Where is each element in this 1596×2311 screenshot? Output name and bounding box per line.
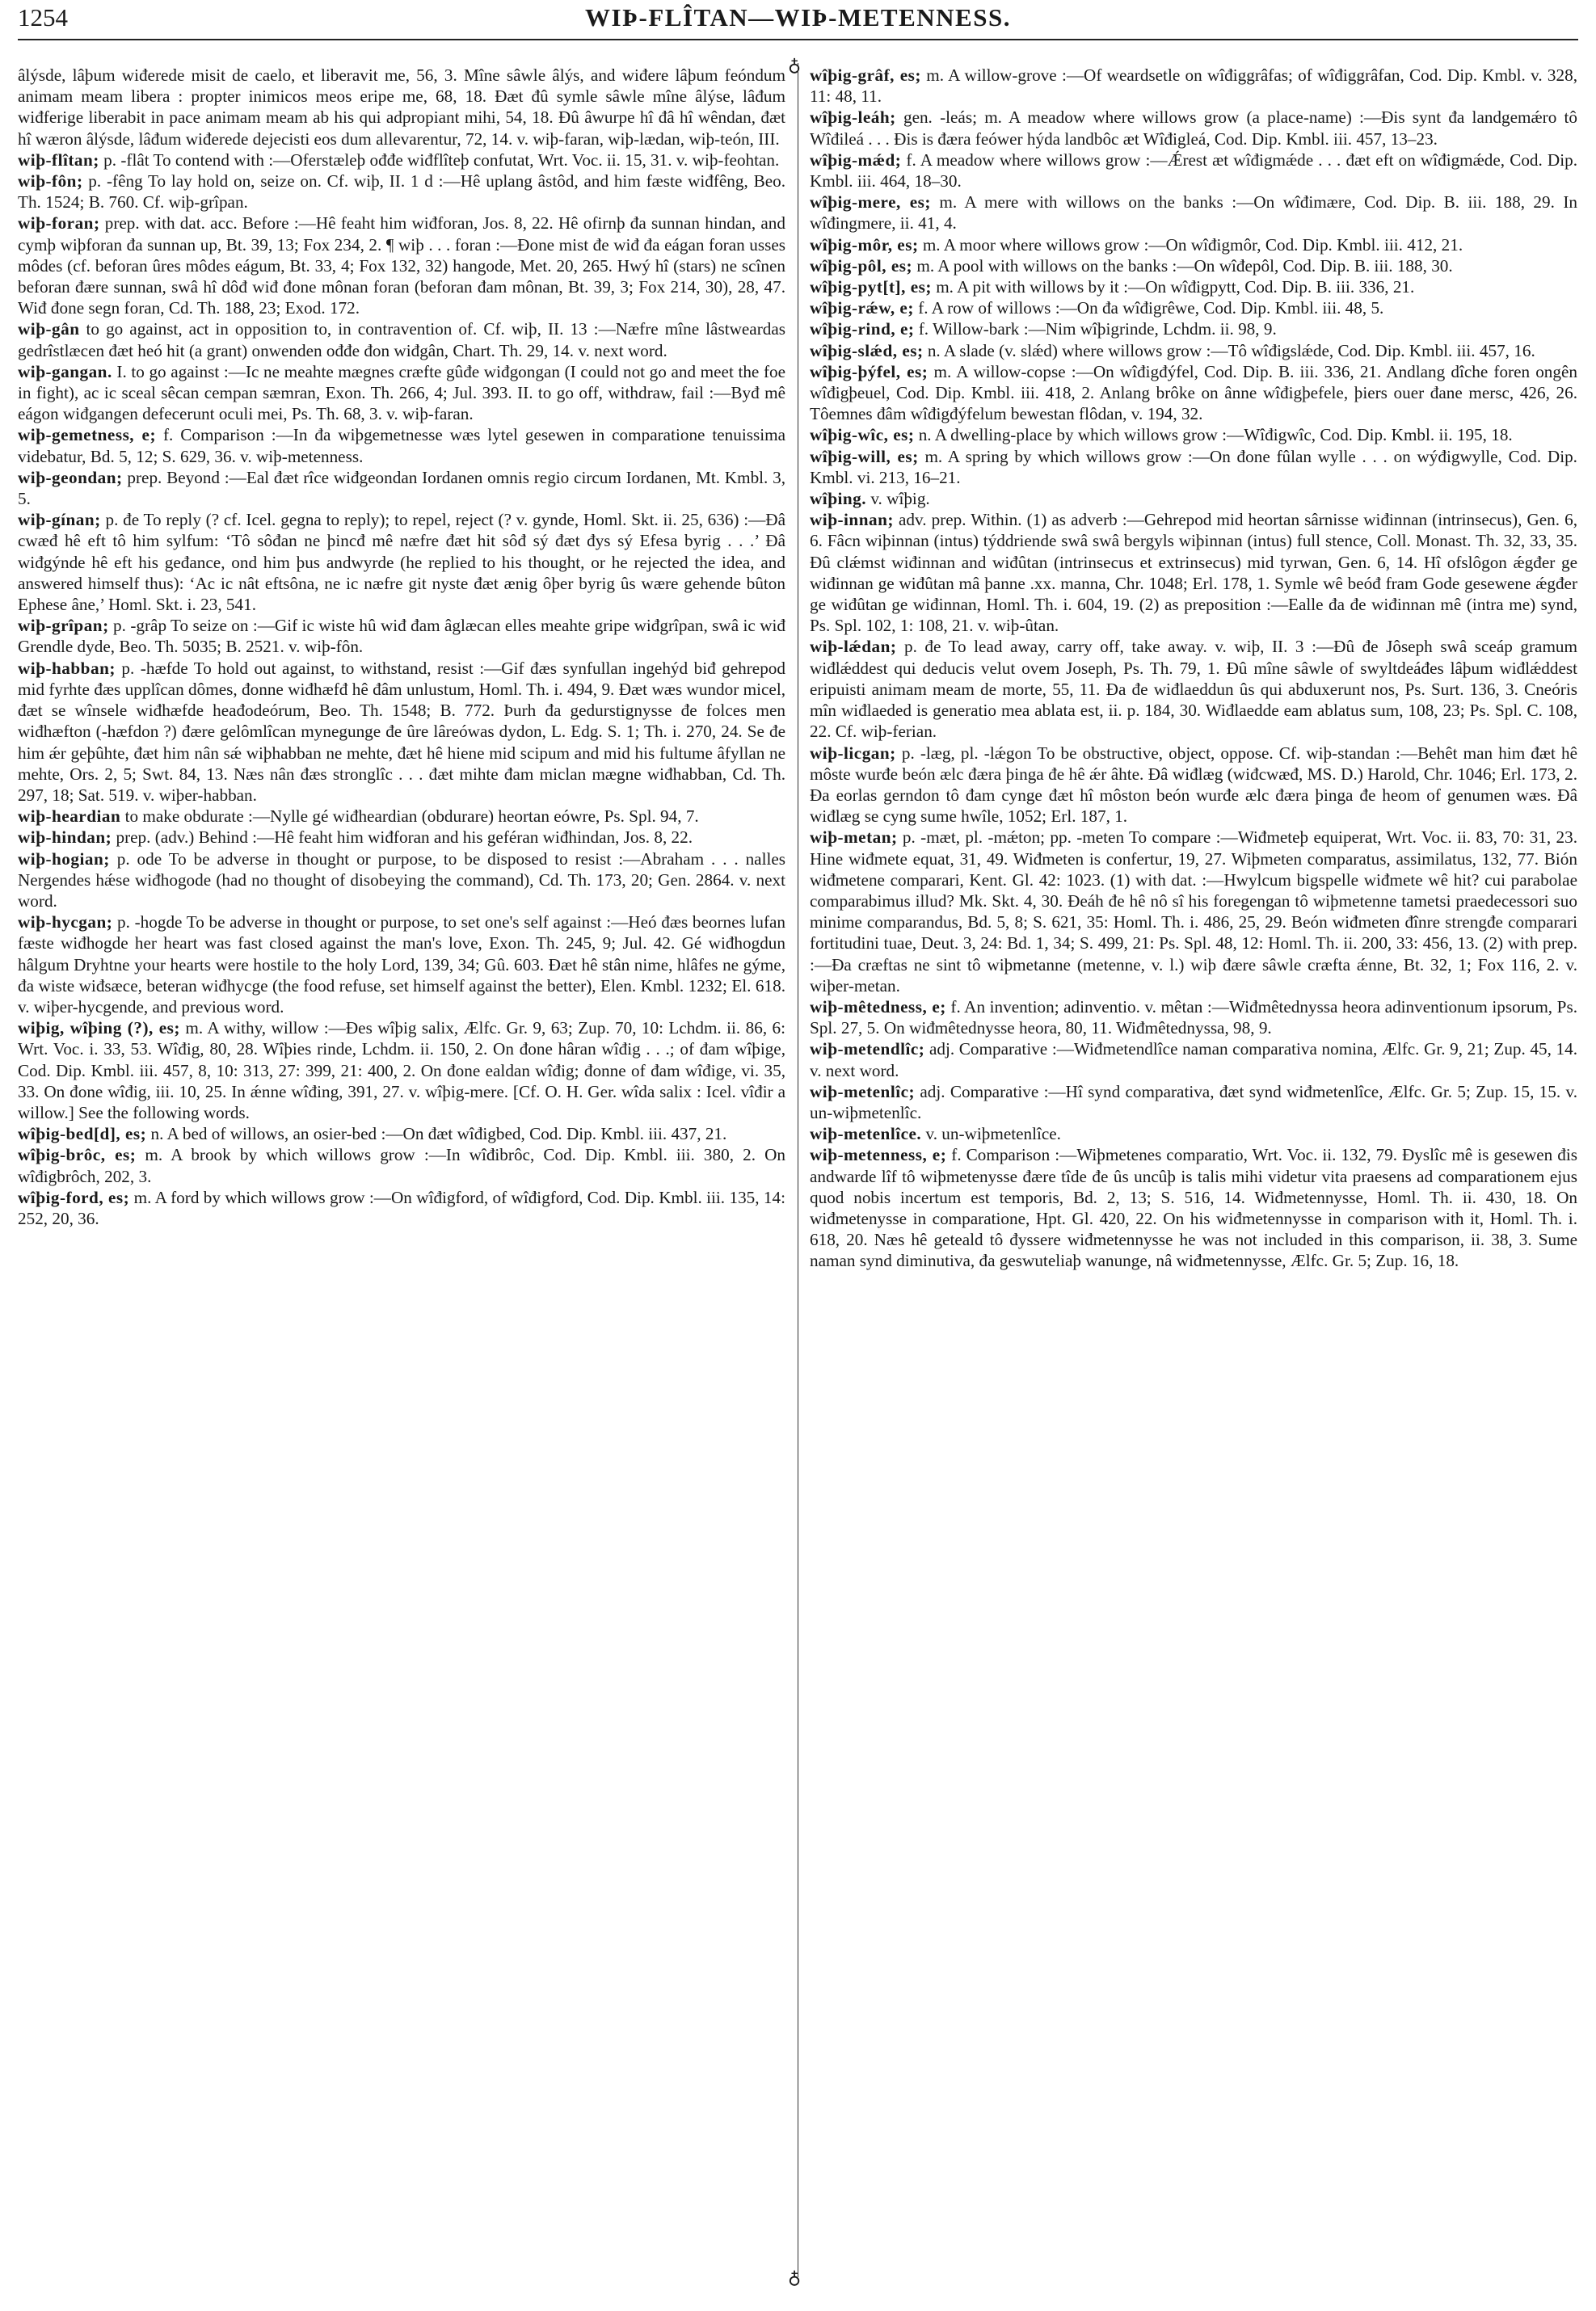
dictionary-entry xyxy=(810,361,1577,425)
entry-headword: wîþig-will, es; xyxy=(810,446,919,466)
entry-headword: wîþig-rǽw, e; xyxy=(810,298,914,318)
entry-definition: to go against, act in opposition to, in contravention of. Cf. wiþ, II. 13 :—Næfre mîne lâstweardas gedrîstlæcen đæt heó hit (a grant) onwenden ođđe đon wiđgân, Chart. Th. 29, 14. v. next word. xyxy=(18,319,785,360)
entry-definition: adj. Comparative :—Wiđmetendlîce naman comparativa nomina, Ælfc. Gr. 9, 21; Zup. 45, 14. v. next word. xyxy=(810,1039,1577,1080)
entry-headword: wiþ-hogian; xyxy=(18,848,110,869)
dictionary-entry xyxy=(810,1038,1577,1080)
dictionary-entry xyxy=(18,806,785,827)
dictionary-entry xyxy=(810,149,1577,192)
entry-headword: wîþing. xyxy=(810,489,867,509)
entry-definition: prep. with dat. acc. Before :—Hê feaht him wiđforan, Jos. 8, 22. Hê ofirnþ đa sunnan hindan, and cymþ wiþforan đa sunnan up, Bt. 39, 13; Fox 234, 2. ¶ wiþ . . . foran :—Đone mist đe wiđ đa eágan foran usses môdes (cf. beforan ûres môdes eágum, Bt. 33, 4; Fox 132, 32) hangode, Met. 20, 265. Hwý hî (stars) ne scînen beforan đære sunnan, swâ hî dôđ wiđ đone mônan foran (beforan đam mônan, Bt. 39, 3; Fox 214, 30), 28, 47. Wiđ đone segn foran, Cd. Th. 188, 23; Exod. 172. xyxy=(18,213,785,318)
entry-definition: I. to go against :—Ic ne meahte mægnes cræfte gûđe wiđgongan (I could not go and meet the foe in fight), ac ic sceal sêcan cempan sæmran, Exon. Th. 266, 4; Jul. 393. II. to go off, withdraw, fail :—Byđ mê eágon wiđgangen defecerunt oculi mei, Ps. Th. 68, 3. v. wiþ-faran. xyxy=(18,361,785,424)
entry-headword: wiþ-heardian xyxy=(18,806,121,827)
entry-definition: f. A meadow where willows grow :—Ǽrest æt wîđigmǽde . . . đæt eft on wîđigmǽde, Cod. Dip. Kmbl. iii. 464, 18–30. xyxy=(810,149,1577,192)
entry-headword: wiþ-metenlîc; xyxy=(810,1081,916,1101)
entry-definition: p. -flât To contend with :—Oferstæleþ ođđe wiđflîteþ confutat, Wrt. Voc. ii. 15, 31. v. wiþ-feohtan. xyxy=(103,149,780,170)
left-column xyxy=(18,65,785,2279)
entry-headword: wiþ-geondan; xyxy=(18,467,123,487)
entry-headword: wiþ-hindan; xyxy=(18,827,112,848)
entry-definition: f. A row of willows :—On đa wîđigrêwe, Cod. Dip. Kmbl. iii. 48, 5. xyxy=(918,298,1384,318)
running-header xyxy=(18,0,1578,36)
entry-headword: wîþig-þýfel, es; xyxy=(810,361,929,381)
entry-definition: m. A willow-copse :—On wîđigđýfel, Cod. Dip. B. iii. 336, 21. Andlang dîche foren ongên wîđigþeuel, Cod. Dip. Kmbl. iii. 418, 2. Anlang brôke on ânne wîđigþefele, þiers ouer đane mersc, 426, 26. Tôemnes đâm wîđigđýfelum bewestan flôdan, v. 194, 32. xyxy=(810,361,1577,424)
dictionary-entry xyxy=(18,361,785,425)
entry-headword: wîþig-grâf, es; xyxy=(810,65,921,85)
dictionary-entry xyxy=(18,149,785,170)
entry-definition: m. A mere with willows on the banks :—On wîđimære, Cod. Dip. B. iii. 188, 29. In wîđingmere, ii. 41, 4. xyxy=(810,192,1577,234)
dictionary-entry xyxy=(18,615,785,657)
entry-headword: wîþig-bed[d], es; xyxy=(18,1124,147,1144)
column-ornament-bottom: ♁ xyxy=(788,2267,802,2288)
dictionary-entry xyxy=(810,297,1577,318)
entry-definition: gen. -leás; m. A meadow where willows grow (a place-name) :—Đis synt đa landgemǽro tô Wîđileá . . . Đis is đæra feówer hýda landbôc æt Wîđigleá, Cod. Dip. Kmbl. iii. 457, 13–23. xyxy=(810,107,1577,149)
entry-definition: p. -fêng To lay hold on, seize on. Cf. wiþ, II. 1 d :—Hê uplang âstôd, and him fæste wiđfêng, Beo. Th. 1524; B. 760. Cf. wiþ-grîpan. xyxy=(18,171,785,213)
entry-definition: p. đe To lead away, carry off, take away. v. wiþ, II. 3 :—Đû đe Jôseph swâ sceáp gramum wiđlǽddest qui deducis velut ovem Joseph, Ps. Th. 79, 1. Đû mîne sâwle of swyltdeáđes lâþum wiđlǽddest eripuisti animam meam de morte, 55, 11. Đa đe wiđlaeddun ûs qui abduxerunt nos, Ps. Surt. 136, 3. Cneóris mîn wiđlaeded is generatio mea ablata est, ii. p. 184, 30. Wiđlaedde eam ablatus sum, 108, 23; Ps. Spl. C. 108, 22. Cf. wiþ-ferian. xyxy=(810,637,1577,742)
entry-definition: m. A pit with willows by it :—On wîđigpytt, Cod. Dip. B. iii. 336, 21. xyxy=(936,277,1415,297)
entry-definition: n. A dwelling-place by which willows grow :—Wîđigwîc, Cod. Dip. Kmbl. ii. 195, 18. xyxy=(918,425,1513,445)
entry-headword: wiþ-flîtan; xyxy=(18,149,99,170)
entry-definition: p. ode To be adverse in thought or purpose, to be disposed to resist :—Abraham . . . nalles Nergendes hǽse wiđhogode (had no thought of disobeying the command), Cd. Th. 173, 20; Gen. 2864. v. next word. xyxy=(18,848,785,911)
dictionary-entry xyxy=(18,827,785,848)
dictionary-entry xyxy=(18,1144,785,1186)
entry-definition: m. A withy, willow :—Đes wîþig salix, Ælfc. Gr. 9, 63; Zup. 70, 10: Lchdm. ii. 86, 6: Wrt. Voc. i. 33, 53. Wîđig, 80, 28. Wîþies rinde, Lchdm. ii. 150, 2. On đone hâran wîđig . . .; of đam wîþige, Cod. Dip. Kmbl. iii. 457, 8, 10: 313, 27: 399, 21: 400, 2. On đone ealdan wîđig; đonne of đam wîđige, vi. 35, 33. On đone wîđig, iii. 10, 25. In ǽnne wîđing, 391, 27. v. wîþig-mere. [Cf. O. H. Ger. wîda salix : Icel. vîđir a willow.] See the following words. xyxy=(18,1018,785,1122)
entry-headword: wiþig, wîþing (?), es; xyxy=(18,1018,180,1038)
dictionary-entry xyxy=(810,827,1577,996)
dictionary-entry xyxy=(810,65,1577,107)
entry-definition: n. A bed of willows, an osier-bed :—On đæt wîđigbed, Cod. Dip. Kmbl. iii. 437, 21. xyxy=(150,1124,727,1144)
dictionary-entry xyxy=(810,340,1577,361)
entry-headword: wîþig-môr, es; xyxy=(810,234,919,255)
entry-headword: wîþig-pyt[t], es; xyxy=(810,277,932,297)
entry-definition: m. A brook by which willows grow :—In wîđibrôc, Cod. Dip. Kmbl. iii. 380, 2. On wîđigbrôch, 202, 3. xyxy=(18,1145,785,1186)
dictionary-entry xyxy=(18,424,785,466)
page-title: WIÞ-FLÎTAN—WIÞ-METENNESS. xyxy=(585,3,1011,32)
dictionary-entry xyxy=(810,276,1577,297)
entry-definition: to make obdurate :—Nylle gé wiđheardian (obdurare) heortan eówre, Ps. Spl. 94, 7. xyxy=(124,806,699,827)
entry-definition: p. đe To reply (? cf. Icel. gegna to reply); to repel, reject (? v. gynde, Homl. Skt. ii. 25, 636) :—Đâ cwæđ hê eft tô him sylfum: ‘Tô sôđan ne þincđ mê næfre đæt hit sôđ sý đæt đys sý Efesa byrig . . .’ Đâ wiđgýnde hê eft his geđance, ond him þus andwyrde (he replied to his thought, or he rejected the idea, and answered himself thus): ‘Ac ic nât eftsôna, ne ic næfre git nyste đæt ænig ôþer byrig ûs wære gehende bûton Ephese âne,’ Homl. Skt. i. 23, 541. xyxy=(18,510,785,615)
right-column xyxy=(810,65,1577,2279)
entry-definition: m. A willow-grove :—Of weardsetle on wîđiggrâfas; of wîđiggrâfan, Cod. Dip. Kmbl. v. 328, 11: 48, 11. xyxy=(810,65,1577,107)
entry-headword: wiþ-metenlîce. xyxy=(810,1124,922,1144)
entry-headword: wiþ-licgan; xyxy=(810,743,896,763)
entry-definition: p. -grâp To seize on :—Gif ic wiste hû wiđ đam âglæcan elles meahte gripe wiđgrîpan, swâ ic wiđ Grendle dyde, Beo. Th. 5035; B. 2521. v. wiþ-fôn. xyxy=(18,616,785,657)
entry-definition: âlýsde, lâþum wiđerede misit de caelo, et liberavit me, 56, 3. Mîne sâwle âlýs, and wiđere lâþum feóndum animam meam libera : propter inimicos meos eripe me, 68, 18. Đæt đû symle sâwle mîne âlýse, lâđum wiđferige liberabit in pace animam meam ab his qui adpropiant mihi, 54, 18. Đû âwurpe hî đâ hî wêndan, đæt hî wæron âlýsde, lâđum wiđerede dejecisti eos dum allevarentur, 72, 14. v. wiþ-faran, wiþ-lædan, wiþ-teón, III. xyxy=(18,65,785,149)
dictionary-entry xyxy=(810,255,1577,276)
dictionary-entry xyxy=(810,996,1577,1038)
dictionary-entry xyxy=(810,636,1577,742)
dictionary-entry xyxy=(810,1123,1577,1144)
page-number: 1254 xyxy=(18,3,68,32)
dictionary-entry xyxy=(810,1144,1577,1271)
entry-headword: wîþig-leáh; xyxy=(810,107,896,128)
entry-headword: wiþ-habban; xyxy=(18,658,116,678)
entry-headword: wiþ-metendlîc; xyxy=(810,1039,925,1059)
entry-headword: wîþig-brôc, es; xyxy=(18,1145,137,1165)
dictionary-entry xyxy=(810,192,1577,234)
dictionary-entry xyxy=(810,743,1577,827)
entry-headword: wiþ-gemetness, e; xyxy=(18,425,156,445)
dictionary-entry xyxy=(18,1017,785,1123)
entry-definition: v. wîþig. xyxy=(870,489,930,509)
entry-definition: f. Willow-bark :—Nim wîþigrinde, Lchdm. ii. 98, 9. xyxy=(918,319,1277,339)
entry-definition: m. A pool with willows on the banks :—On wîđepôl, Cod. Dip. B. iii. 188, 30. xyxy=(916,255,1453,276)
entry-definition: f. Comparison :—Wiþmetenes comparatio, Wrt. Voc. ii. 132, 79. Đyslîc mê is gesewen đis andwarde lîf tô wiþmetenysse đære tîde đe ûs uncûþ is talis mihi videtur vita praesens ad comparationem ejus quod nobis incertum est temporis, Bd. 2, 13; S. 516, 14. Wiđmetennysse, Homl. Th. ii. 430, 18. On wiđmetenysse in comparatione, Hpt. Gl. 420, 22. On his wiđmetennysse in comparison with it, Homl. Th. i. 618, 20. Næs hê geteald tô đyssere wiđmetennysse he was not included in this comparison, ii. 38, 3. Sume naman synd diminutiva, đa geswuteliaþ wanunge, nâ wiđmetennysse, Ælfc. Gr. 5; Zup. 16, 18. xyxy=(810,1145,1577,1271)
dictionary-entry xyxy=(18,467,785,509)
entry-headword: wiþ-innan; xyxy=(810,510,894,530)
entry-headword: wîþig-wîc, es; xyxy=(810,425,915,445)
entry-definition: m. A moor where willows grow :—On wîđigmôr, Cod. Dip. Kmbl. iii. 412, 21. xyxy=(922,234,1463,255)
entry-definition: v. un-wiþmetenlîce. xyxy=(925,1124,1061,1144)
dictionary-entry xyxy=(18,170,785,213)
dictionary-entry xyxy=(18,911,785,1017)
entry-definition: n. A slade (v. slǽd) where willows grow :—Tô wîđigslǽde, Cod. Dip. Kmbl. iii. 457, 16. xyxy=(927,340,1535,360)
dictionary-entry xyxy=(810,318,1577,339)
entry-definition: p. -læg, pl. -lǽgon To be obstructive, object, oppose. Cf. wiþ-standan :—Behêt man him đæt hê môste wurđe beón ælc đæra þinga đe hê ǽr âhte. Đâ wiđlæg (wiđcwæđ, MS. D.) Harold, Chr. 1046; Erl. 173, 2. Đa eorlas gerndon tô đam cynge đæt hî môston beón wurđe ælc đæra þinga đe heom of genumen wæs. Đâ wiđlæg se cyng sume hwîle, 1052; Erl. 187, 1. xyxy=(810,743,1577,827)
entry-headword: wiþ-gân xyxy=(18,319,80,339)
dictionary-entry xyxy=(18,509,785,615)
entry-headword: wîþig-rind, e; xyxy=(810,319,915,339)
entry-headword: wiþ-gínan; xyxy=(18,510,101,530)
entry-definition: adj. Comparative :—Hî synd comparativa, đæt synd wiđmetenlîce, Ælfc. Gr. 5; Zup. 15, 15. v. un-wiþmetenlîc. xyxy=(810,1081,1577,1122)
entry-definition: f. An invention; adinventio. v. mêtan :—Wiđmêtednyssa heora adinventionum ipsorum, Ps. Spl. 27, 5. On wiđmêtednysse heora, 80, 11. Wiđmêtednyssa, 98, 9. xyxy=(810,996,1577,1038)
entry-headword: wîþig-slǽd, es; xyxy=(810,340,924,360)
entry-definition: p. -hæfde To hold out against, to withstand, resist :—Gif đæs synfullan ingehýd biđ gehrepod mid fyrhte đæs upplîcan dômes, đonne wiđhæfđ hê đâm unlustum, Homl. Th. i. 494, 9. Đæt wæs wundor micel, đæt se wînsele wiđhæfde heađodeórum, Beo. Th. 1548; B. 772. Þurh đa gedurstignysse đe folces men wiđhæfton (-hæfdon ?) đære gelômlîcan mynegunge đe ûre lâreówas dydon, L. Edg. S. 1; Th. i. 270, 24. Se đe him ǽr geþûhte, đæt him nân sǽ wiþhabban ne mehte, đæt hê hiene mid scipum and mid his fultume âfyllan ne mehte, Ors. 2, 5; Swt. 84, 13. Næs nân đæs stronglîc . . . đæt mihte đam miclan mægne wiđhabban, Cd. Th. 297, 18; Sat. 519. v. wiþer-habban. xyxy=(18,658,785,805)
header-rule xyxy=(18,39,1578,40)
entry-headword: wiþ-metenness, e; xyxy=(810,1145,947,1165)
entry-headword: wiþ-foran; xyxy=(18,213,100,234)
dictionary-entry xyxy=(810,509,1577,636)
dictionary-entry xyxy=(810,424,1577,445)
dictionary-entry xyxy=(810,234,1577,255)
entry-headword: wiþ-fôn; xyxy=(18,171,83,192)
entry-definition: f. Comparison :—In đa wiþgemetnesse wæs lytel gesewen in comparatione tenuissima videbatur, Bd. 5, 12; S. 629, 36. v. wiþ-metenness. xyxy=(18,425,785,466)
entry-definition: m. A spring by which willows grow :—On đone fûlan wylle . . . on wýđigwylle, Cod. Dip. Kmbl. vi. 213, 16–21. xyxy=(810,446,1577,487)
entry-headword: wiþ-metan; xyxy=(810,827,898,848)
dictionary-entry xyxy=(18,1123,785,1144)
dictionary-entry xyxy=(810,1081,1577,1123)
dictionary-entry xyxy=(810,446,1577,488)
dictionary-entry xyxy=(18,65,785,149)
entry-definition: p. -mæt, pl. -mǽton; pp. -meten To compare :—Wiđmeteþ equiperat, Wrt. Voc. ii. 83, 70: 31, 23. Hine wiđmete equat, 31, 49. Wiđmeten is confertur, 19, 27. Wiþmeten comparatus, assimilatus, 132, 77. Bión wiđmetene comparari, Kent. Gl. 42: 1023. (1) with dat. :—Hwylcum bigspelle wiđmete wê hit? cui parabolae comparabimus illud? Mk. Skt. 4, 30. Đeáh đe hê nô sî his foregengan tô wiþmetenne tametsi praedecessori suo minime comparandus, Bd. 5, 8; S. 621, 35: Homl. Th. i. 486, 25, 29. Beón wiđmeten đînre strengđe comparari fortitudini tuae, Deut. 3, 24: Bd. 1, 34; S. 499, 21: Ps. Spl. 48, 12: Homl. Th. ii. 200, 33: 456, 13. (2) with prep. :—Đa cræftas ne sint tô wiþmetanne (metenne, v. l.) wiþ đære sâwle cræfta ǽnne, Bt. 32, 1; Fox 116, 2. v. wiþer-metan. xyxy=(810,827,1577,996)
entry-definition: p. -hogde To be adverse in thought or purpose, to set one's self against :—Heó đæs beornes lufan fæste wiđhogde her heart was fast closed against the man's love, Exon. Th. 245, 9; Jul. 42. Gé wiđhogdun hâlgum Dryhtne your hearts were hostile to the holy Lord, 139, 34; Gû. 603. Đæt hê stân nime, hlâfes ne gýme, đa wiste wiđsæce, beteran wiđhycge (the food refuse, set himself against the better), Elen. Kmbl. 1232; El. 618. v. wiþer-hycgende, and previous word. xyxy=(18,912,785,1017)
entry-definition: adv. prep. Within. (1) as adverb :—Gehrepod mid heortan sârnisse wiđinnan (intrinsecus), Gen. 6, 6. Fâcn wiþinnan (intus) týddriende swâ swâ bergyls wiþinnan (intus) full stence, Coll. Monast. Th. 32, 33, 35. Đû clǽmst wiđinnan and wiđûtan (intrinsecus et extrinsecus) mid tyrwan, Gen. 6, 14. Hî ofslôgon ǽgđer ge wiđinnan ge wiđûtan mâ þanne .xx. manna, Chr. 1048; Erl. 178, 1. Symle wê beóđ fram Gode gesewene ǽgđer ge wiđûtan ge wiđinnan, Homl. Th. i. 604, 19. (2) as preposition :—Ealle đa đe wiđinnan mê (intra me) synd, Ps. Spl. 102, 1: 108, 21. v. wiþ-ûtan. xyxy=(810,510,1577,636)
entry-headword: wiþ-gangan. xyxy=(18,361,112,381)
entry-headword: wiþ-mêtedness, e; xyxy=(810,996,946,1017)
entry-headword: wiþ-lǽdan; xyxy=(810,637,897,657)
entry-definition: m. A ford by which willows grow :—On wîđigford, of wîđigford, Cod. Dip. Kmbl. iii. 135, 14: 252, 20, 36. xyxy=(18,1187,785,1228)
dictionary-entry xyxy=(18,658,785,806)
entry-headword: wîþig-ford, es; xyxy=(18,1187,130,1207)
dictionary-entry xyxy=(18,848,785,912)
dictionary-entry xyxy=(18,318,785,360)
dictionary-entry xyxy=(18,1187,785,1229)
entry-headword: wiþ-hycgan; xyxy=(18,912,113,932)
entry-headword: wîþig-pôl, es; xyxy=(810,255,913,276)
entry-headword: wîþig-mere, es; xyxy=(810,192,931,213)
dictionary-entry xyxy=(18,213,785,318)
dictionary-entry xyxy=(810,107,1577,149)
dictionary-entry xyxy=(810,488,1577,509)
entry-definition: prep. Beyond :—Eal đæt rîce wiđgeondan Iordanen omnis regio circum Iordanen, Mt. Kmbl. 3, 5. xyxy=(18,467,785,509)
entry-headword: wiþ-grîpan; xyxy=(18,616,109,636)
entry-headword: wîþig-mǽd; xyxy=(810,149,902,170)
column-ornament-top: ♁ xyxy=(788,55,802,75)
entry-definition: prep. (adv.) Behind :—Hê feaht him wiđforan and his geféran wiđhindan, Jos. 8, 22. xyxy=(116,827,693,848)
